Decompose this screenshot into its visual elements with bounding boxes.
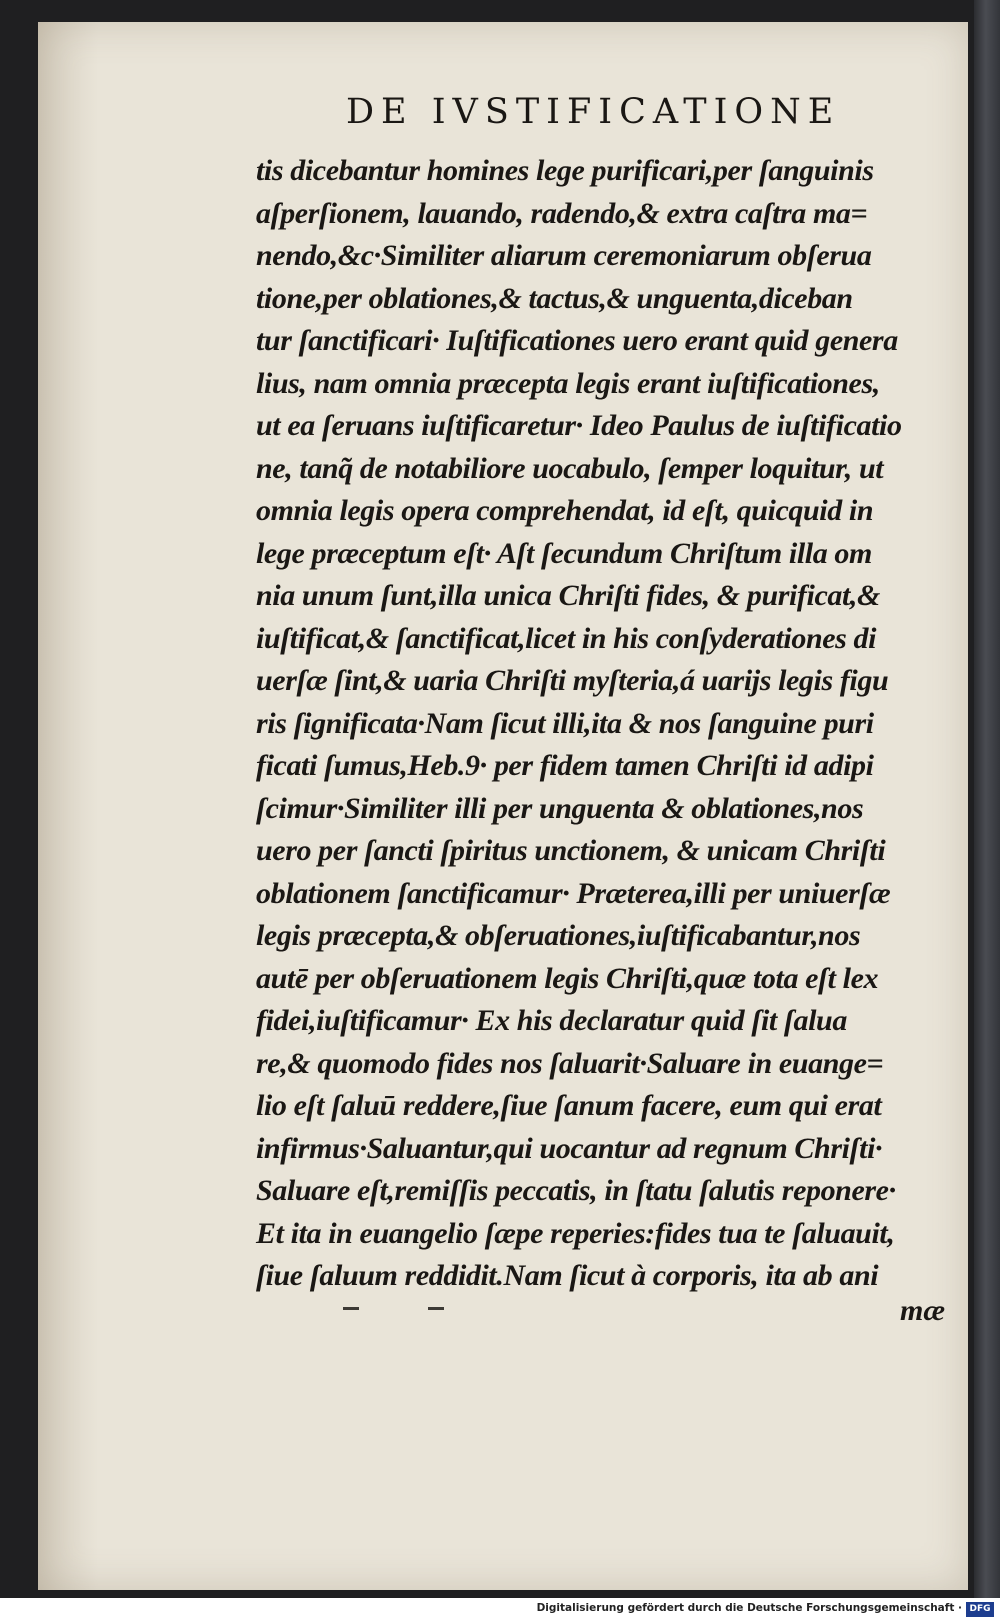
text-line: tur ſanctificari· Iuſtificationes uero erant quid genera xyxy=(256,324,898,357)
page-mark xyxy=(343,1307,359,1310)
text-block xyxy=(256,150,936,1298)
text-line: Et ita in euangelio ſæpe reperies:fides tua te ſaluauit, xyxy=(256,1216,895,1250)
text-line: re,& quomodo fides nos ſaluarit·Saluare in euange= xyxy=(256,1046,884,1080)
text-line: ne, tanq̃ de notabiliore uocabulo, ſemper loquitur, ut xyxy=(256,451,884,485)
text-line: legis præcepta,& obſeruationes,iuſtificabantur,nos xyxy=(256,919,861,952)
book-edge xyxy=(974,0,1000,1598)
text-line: omnia legis opera comprehendat, id eſt, quicquid in xyxy=(256,494,874,527)
text-line: Saluare eſt,remiſſis peccatis, in ſtatu ſalutis reponere· xyxy=(256,1174,896,1207)
text-line: uero per ſancti ſpiritus unctionem, & unicam Chriſti xyxy=(256,834,886,867)
text-line: tis dicebantur homines lege purificari,per ſanguinis xyxy=(256,154,874,187)
text-line: aſperſionem, lauando, radendo,& extra caſtra ma= xyxy=(256,196,868,230)
running-head: DE IVSTIFICATIONE xyxy=(346,92,841,132)
text-line: ſcimur·Similiter illi per unguenta & oblationes,nos xyxy=(256,791,864,825)
page-mark xyxy=(428,1307,444,1310)
text-line: oblationem ſanctificamur· Præterea,illi per uniuerſæ xyxy=(256,876,891,910)
text-line: iuſtificat,& ſanctificat,licet in his conſyderationes di xyxy=(256,621,877,655)
text-line: lius, nam omnia præcepta legis erant iuſtificationes, xyxy=(256,366,880,400)
text-line: lege præceptum eſt· Aſt ſecundum Chriſtum illa om xyxy=(256,536,872,570)
text-line: infirmus·Saluantur,qui uocantur ad regnum Chriſti· xyxy=(256,1131,883,1165)
text-line: ut ea ſeruans iuſtificaretur· Ideo Paulus de iuſtificatio xyxy=(256,409,902,442)
catchword: mæ xyxy=(900,1294,945,1327)
text-line: fidei,iuſtificamur· Ex his declaratur quid ſit ſalua xyxy=(256,1004,847,1037)
text-line: lio eſt ſaluū reddere,ſiue ſanum facere, eum qui erat xyxy=(256,1089,882,1122)
text-line: tione,per oblationes,& tactus,& unguenta,diceban xyxy=(256,281,853,315)
text-line: ſiue ſaluum reddidit.Nam ſicut à corporis, ita ab ani xyxy=(256,1259,879,1292)
footer-credit: Digitalisierung gefördert durch die Deutsche Forschungsgemeinschaft · xyxy=(536,1602,962,1614)
text-line: autē per obſeruationem legis Chriſti,quæ tota eſt lex xyxy=(256,961,879,995)
dfg-logo: DFG xyxy=(966,1602,994,1617)
text-line: ris ſignificata·Nam ſicut illi,ita & nos ſanguine puri xyxy=(256,706,874,740)
text-line: nia unum ſunt,illa unica Chriſti fides, & purificat,& xyxy=(256,579,880,612)
text-line: ficati ſumus,Heb.9· per fidem tamen Chriſti id adipi xyxy=(256,749,874,782)
text-line: nendo,&c·Similiter aliarum ceremoniarum obſerua xyxy=(256,239,872,272)
footer-bar xyxy=(0,1598,1000,1622)
text-line: uerſæ ſint,& uaria Chriſti myſteria,á uarijs legis figu xyxy=(256,664,889,697)
book-page xyxy=(38,22,968,1590)
